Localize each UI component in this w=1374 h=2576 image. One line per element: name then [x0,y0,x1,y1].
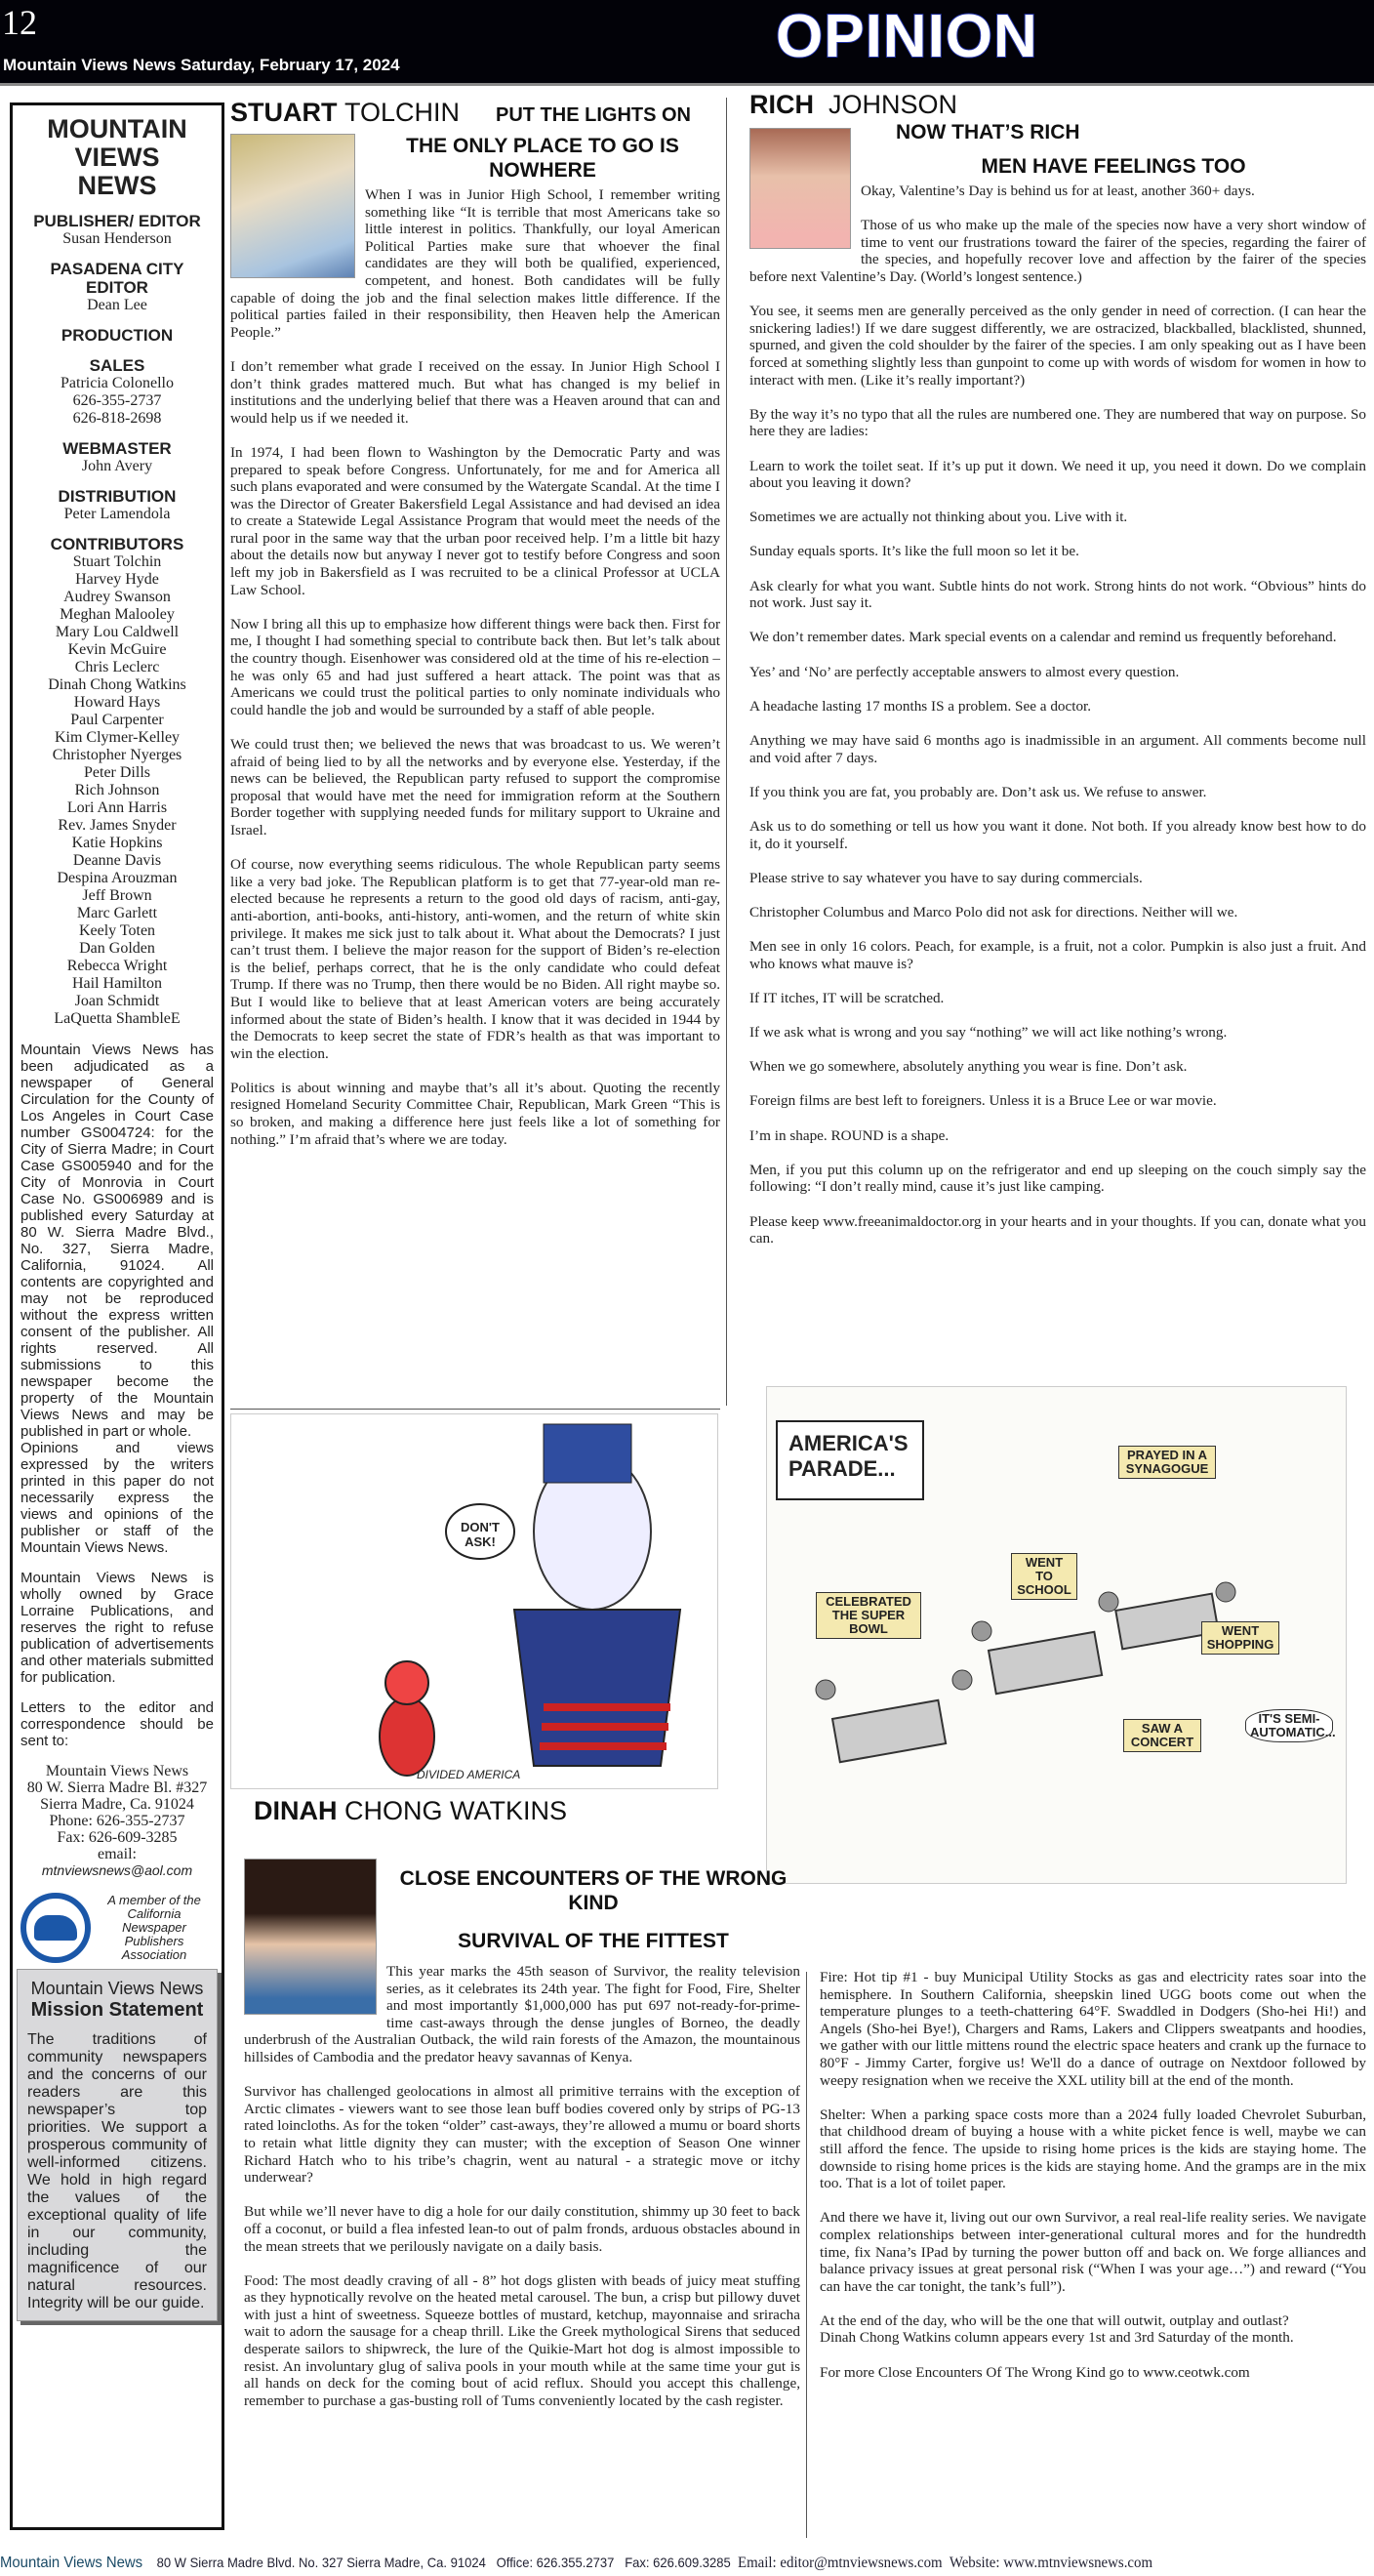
article-paragraph: Christopher Columbus and Marco Polo did not ask for directions. Neither will we. [749,903,1238,920]
staff-name: John Avery [81,458,153,474]
staff-role: WEBMASTER [62,439,172,458]
page-footer [0,2555,1277,2576]
contributor-name: Peter Dills [84,764,150,781]
headline: MEN HAVE FEELINGS TOO [981,155,1246,178]
cartoon-title: AMERICA'S PARADE... [788,1431,909,1481]
contributor-name: Jeff Brown [82,887,152,904]
speech-bubble: DON'T ASK! [461,1520,500,1549]
cartoon-label: WENT TO SCHOOL [1011,1553,1077,1600]
contributor-name: Dan Golden [79,940,155,957]
address-line: email: [98,1846,137,1862]
section-divider [230,1409,720,1410]
article-paragraph: Politics is about winning and maybe that’s all it’s about. Quoting the recently resigned Homeland Security Committee Chair, Republican, Mark Green “This is so broken, and making a difference here just feels like a lot of something for nothing.” I’m afraid that’s where we are today. [230,1079,720,1148]
footer-office: Office: 626.355.2737 [496,2555,615,2570]
rich-johnson-column [749,90,1366,1264]
article-body [230,186,720,1148]
ownership-notice: Mountain Views News is wholly owned by Grace Lorraine Publications, and reserves the right to refuse publication of advertisements and other materials submitted for publication. [20,1570,214,1686]
contributor-name: Chris Leclerc [74,659,160,675]
headline: SURVIVAL OF THE FITTEST [458,1930,729,1952]
article-paragraph: At the end of the day, who will be the one that will outwit, outplay and outlast? [820,2311,1289,2329]
article-paragraph: If IT itches, IT will be scratched. [749,989,945,1006]
article-paragraph: This year marks the 45th season of Survivor, the reality television series, as it celebrates its 24th year. The fight for Food, Fire, Shelter and most importantly $1,000,000 has put 697 not-ready-for-prime-time cast-aways through the dense jungles of Borneo, the deadly underbrush of the Australian Outback, the wild rain forests of the Amazon, the mountainous hillsides of Cambodia and the predator heavy savannas of Kenya. [244,1963,800,2065]
article-body-right [820,1969,1366,2398]
membership-text: A member of the California Newspaper Publishers Association [107,1893,201,1962]
headline-series: NOW THAT’S RICH [896,121,1080,143]
column-divider [726,98,727,1406]
staff-name: Peter Lamendola [63,506,171,522]
staff-list [20,212,214,523]
headline-series: PUT THE LIGHTS ON [496,104,691,126]
address-line: Phone: 626-355-2737 [49,1813,185,1829]
staff-role: PASADENA CITY EDITOR [50,260,184,297]
page-number: 12 [2,3,37,42]
address-line: Sierra Madre, Ca. 91024 [40,1796,194,1813]
contributor-name: Audrey Swanson [63,589,171,605]
cartoon-label: WENT SHOPPING [1201,1621,1279,1655]
staff-name: 626-355-2737 [72,392,162,409]
article-paragraph: By the way it’s no typo that all the rules are numbered one. They are numbered that way on purpose. So here they are ladies: [749,405,1366,440]
dateline: Mountain Views News Saturday, February 17, 2024 [3,56,400,74]
staff-name: 626-818-2698 [72,410,162,427]
contributor-name: Rebecca Wright [66,958,168,974]
letters-notice: Letters to the editor and correspondence should be sent to: [20,1699,214,1749]
author-photo [230,134,355,278]
article-paragraph: If you think you are fat, you probably are. Don’t ask us. We refuse to answer. [749,783,1207,800]
footer-website[interactable]: Website: www.mtnviewsnews.com [949,2555,1153,2571]
author-photo [244,1859,377,2015]
opinions-disclaimer: Opinions and views expressed by the writers printed in this paper do not necessarily express the views and opinions of the publisher or staff of the Mountain Views News. [20,1440,214,1556]
article-paragraph: Okay, Valentine’s Day is behind us for at least, another 360+ days. [861,183,1255,199]
address-line: Fax: 626-609-3285 [57,1829,178,1846]
contributors-list [20,553,214,1028]
contributor-name: Harvey Hyde [75,571,159,588]
staff-role: PUBLISHER/ EDITOR [33,212,201,230]
article-paragraph: Anything we may have said 6 months ago is inadmissible in an argument. All comments become null and void after 7 days. [749,732,1366,766]
contributor-name: Despina Arouzman [57,870,178,886]
article-paragraph: Sometimes we are actually not thinking about you. Live with it. [749,509,1128,526]
stuart-tolchin-column [230,98,720,1165]
mission-org: Mountain Views News [30,1979,204,1998]
footer-email[interactable]: Email: editor@mtnviewsnews.com [738,2555,943,2571]
article-paragraph: In 1974, I had been flown to Washington by the Democratic Party and was prepared to speak before Congress. Unfortunately, for me and for America all such plans evaporated and were consumed by the Watergate Scandal. At the time I was the Director of Greater Bakersfield Legal Assistance and had devised an idea to create a Statewide Legal Assistance Program that would meet the needs of the rural poor in the same way that the urban poor received help. I’m a little bit hazy about the details now but anyway I never got to testify before Congress and soon left my job in Bakersfield as I was recruited to be a clinical Professor at UCLA Law School. [230,443,720,598]
staff-role: DISTRIBUTION [58,487,177,506]
article-paragraph: Food: The most deadly craving of all - 8” hot dogs glisten with beads of juicy meat stuffing as they hypnotically revolve on the heated metal carousel. The bun, a crisp but pillowy duvet with just a hint of sweetness. Squeeze bottles of mustard, ketchup, mayonnaise and sriracha wait to adorn the sausage for a cheap thrill. Like the Greek mythological Sirens that seduced desperate sailors to shipwreck, the lure of the Quikie-Mart hot dog is almost impossible to resist. An involuntary glug of saliva pools in your mouth while at the same time your gut is all hands on deck for the coming bout of acid reflux. Should you accept this challenge, remember to purchase a gas-busting roll of Tums conveniently located by the cash register. [244,2271,800,2409]
article-paragraph: Please strive to say whatever you have to say during commercials. [749,869,1143,886]
cartoon-drawing [231,1414,719,1790]
contributor-name: Hail Hamilton [72,975,162,992]
footer-name: Mountain Views News [0,2555,143,2571]
page-header [0,0,1374,86]
address-line: 80 W. Sierra Madre Bl. #327 [26,1779,208,1796]
contributor-name: Rich Johnson [74,782,160,798]
contributor-name: Rev. James Snyder [58,817,177,834]
author-photo [749,128,851,249]
article-paragraph: We could trust then; we believed the news that was broadcast to us. We weren’t afraid of being lied to by all the networks and by everyone else. Yesterday, if the news can be believed, the Republican party refused to support the compromise proposal that would have met the need for immigration reform at the Southern Border together with supplying needed funds for military support to Ukraine and Israel. [230,736,720,838]
footer-fax: Fax: 626.609.3285 [625,2555,731,2570]
article-paragraph: Shelter: When a parking space costs more than a 2024 fully loaded Chevrolet Suburban, that childhood dream of buying a house with a white picket fence is well, maybe we can still afford the fence. The upside to rising home prices is the kids are staying home. The downside to rising home prices is the kids are staying home. And the gramps are in the mix too. That is a lot of toilet paper. [820,2106,1366,2192]
article-paragraph: Those of us who make up the male of the species now have a very short window of time to vent our frustrations toward the fairer of the species, regarding the fairer of the species, and hopefully recover love and affection by the fairer of the species before next Valentine’s Day. (World’s longest sentence.) [749,217,1366,285]
article-paragraph: I’m in shape. ROUND is a shape. [749,1126,950,1144]
masthead-line: VIEWS [74,143,160,172]
contributor-name: Kevin McGuire [67,641,167,658]
article-paragraph: Men, if you put this column up on the refrigerator and end up sleeping on the couch simply say the following: “I don’t really mind, cause it’s just like camping. [749,1161,1366,1196]
staff-name: Patricia Colonello [61,375,174,391]
headline-series: CLOSE ENCOUNTERS OF THE WRONG KIND [399,1867,788,1914]
contributor-name: Meghan Malooley [60,606,175,623]
staff-role: SALES [89,356,145,375]
article-paragraph: You see, it seems men are generally perceived as the only gender in need of correction. (I can hear the snickering ladies!) If we dare suggest differently, we are ostracized, blackballed, blacklisted, shunned, spurned, and given the cold shoulder by the fairer of the species. I am only speaking out as I have been forced at something slightly less than gunpoint to come up with words of wisdom for women in how to interact with men. (Like it’s really important?) [749,303,1366,388]
legal-notice: Mountain Views News has been adjudicated as a newspaper of General Circulation for the County of Los Angeles in Court Case number GS004724: for the City of Sierra Madre; in Court Case GS005940 and for the City of Monrovia in Court Case No. GS006989 and is published every Saturday at 80 W. Sierra Madre Blvd., No. 327, Sierra Madre, California, 91024. All contents are copyrighted and may not be reproduced without the express written consent of the publisher. All rights reserved. All submissions to this newspaper become the property of the Mountain Views News and may be published in part or whole. [20,1042,214,1440]
author-byline: STUART TOLCHIN [230,98,461,127]
article-paragraph: And there we have it, living out our own Survivor, a real real-life reality series. We navigate complex relationships between inter-generational cultural mores and for the hundredth time, fix Nana’s IPad by turning the power button off and back on. We forge alliances and balance privacy issues at great personal risk (“When I was your age…”) and reward (“You can have the car tonight, the tank’s full”). [820,2209,1366,2295]
contributor-name: Howard Hays [73,694,161,711]
contributor-name: Katie Hopkins [71,835,163,851]
article-paragraph: A headache lasting 17 months IS a problem. See a doctor. [749,697,1092,715]
masthead-title [20,115,214,200]
article-paragraph: When we go somewhere, absolutely anything you wear is fine. Don’t ask. [749,1058,1188,1076]
staff-name: Dean Lee [87,297,147,313]
contributor-name: Kim Clymer-Kelley [54,729,181,746]
section-title: OPINION [776,3,1038,70]
cartoon-label: PRAYED IN A SYNAGOGUE [1118,1446,1216,1479]
article-paragraph: Now I bring all this up to emphasize how different things were back then. First for me, I thought I had something special to contribute back then. But let’s talk about the country though. Eisenhower was considered old at the time of his re-election – he was only 65 and had just suffered a heart attack. The point was that as Americans we could trust the political parties to only nominate individuals who could handle the job and would be surrounded by a staff of able people. [230,615,720,718]
mission-text: The traditions of community newspapers and the concerns of our readers are this newspaper’s top priorities. We support a prosperous community of well-informed citizens. We hold in high regard the values of the exceptional quality of life in our community, including the magnificence of our natural resources. Integrity will be our guide. [27,2031,207,2311]
article-paragraph: When I was in Junior High School, I remember writing something like “It is terrible that most Americans take so little interest in politics. Thankfully, our loyal American Political Parties make sure that whoever the final candidates are they will both be qualified, experienced, competent, and honest. Both candidates will be fully capable of doing the job and the final selection makes little difference. If the political parties failed in their responsibility, then Heaven help the American People.” [230,186,720,341]
masthead-sidebar [10,102,224,2530]
article-paragraph: Fire: Hot tip #1 - buy Municipal Utility Stocks as gas and electricity rates soar into the hemisphere. In Southern California, sheepskin lined UGG boots come out when the temperature plunges to a teeth-chattering 64°F. Swaddled in Dodgers (Sho-hei Hi!) and Angels (Sho-hei Bye!), Chargers and Rams, Lakers and Clippers sweatpants and hoodies, we gather with our little mittens round the electric space heaters and crank up the furnace to 80°F - Jimmy Carter, forgive us! We'll do a dance of outrage on Nextdoor followed by weepy resignation when we receive the XXL utility bill at the end of the month. [820,1969,1366,2089]
mission-statement-box [17,1969,218,2321]
article-paragraph: Foreign films are best left to foreigners. Unless it is a Bruce Lee or war movie. [749,1092,1217,1110]
cnpa-membership [20,1893,214,1963]
contributor-name: Stuart Tolchin [72,553,162,570]
author-byline: DINAH CHONG WATKINS [254,1796,568,1825]
contributor-name: Lori Ann Harris [66,799,168,816]
editorial-cartoon-divided-america [230,1413,718,1789]
article-paragraph: For more Close Encounters Of The Wrong Kind go to www.ceotwk.com [820,2363,1250,2381]
article-paragraph: Dinah Chong Watkins column appears every 1st and 3rd Saturday of the month. [820,2329,1294,2347]
address-line: Mountain Views News [45,1763,189,1779]
contributor-name: Christopher Nyerges [52,747,182,763]
article-paragraph: Ask clearly for what you want. Subtle hints do not work. Strong hints do not work. “Obvious” hints do not work. Just say it. [749,577,1366,612]
article-paragraph: Please keep www.freeanimaldoctor.org in your hearts and in your thoughts. If you can, donate what you can. [749,1212,1366,1247]
contributor-name: Paul Carpenter [70,712,164,728]
contributor-name: Joan Schmidt [74,993,160,1009]
cartoon-label: CELEBRATED THE SUPER BOWL [816,1592,921,1639]
contributor-name: Keely Toten [78,922,156,939]
staff-role: PRODUCTION [61,326,174,345]
contributors-heading: CONTRIBUTORS [50,535,184,553]
article-paragraph: Ask us to do something or tell us how you want it done. Not both. If you already know best how to do it, do it yourself. [749,817,1366,852]
article-paragraph: We don’t remember dates. Mark special events on a calendar and remind us frequently beforehand. [749,629,1337,646]
article-paragraph: I don’t remember what grade I received on the essay. In Junior High School I don’t think grades mattered much. But what has changed is my belief in institutions and the underlying belief that there was a Heaven around that can and would help us if we needed it. [230,357,720,427]
footer-address: 80 W Sierra Madre Blvd. No. 327 Sierra Madre, Ca. 91024 [156,2555,486,2570]
staff-name: Susan Henderson [62,230,172,247]
article-paragraph: But while we’ll never have to dig a hole for our daily constitution, shimmy up 30 feet to back off a coconut, or build a flea infested lean-to out of palm fronds, arduous obstacles abound in the mean streets that we perilously navigate on a daily basis. [244,2203,800,2255]
article-body-left [244,1963,800,2409]
headline: THE ONLY PLACE TO GO IS NOWHERE [406,135,679,182]
masthead-line: MOUNTAIN [47,114,187,143]
contributor-name: Marc Garlett [76,905,158,921]
dinah-chong-watkins-column [244,1796,1366,2409]
contributor-name: Deanne Davis [72,852,162,869]
mission-title: Mission Statement [30,1999,204,2021]
column-divider [806,1972,807,2538]
article-paragraph: Yes’ and ‘No’ are perfectly acceptable answers to almost every question. [749,663,1180,680]
contributor-name: LaQuetta ShambleE [54,1010,181,1027]
article-paragraph: Of course, now everything seems ridiculous. The whole Republican party seems like a very bad joke. The Republican platform is to get that 77-year-old man re-elected because he represents a return to the good old days of racism, anti-gay, anti-abortion, anti-books, anti-history, anti-women, and the return of white skin privilege. It makes me sick just to talk about it. What about the Democrats? I just can’t trust them. I believe the major reason for the support of Biden’s re-election is the belief, perhaps correct, that he is the only candidate who could defeat Trump. If there was no Trump, then there would be no Biden. All right maybe so. But I would like to believe that at least American voters are being accurately informed about the state of Biden’s health. I know that it was decided in 1944 by the Democrats to keep secret the state of FDR’s health as that was important to win the election. [230,856,720,1062]
cartoon-label: SAW A CONCERT [1123,1719,1201,1752]
contributor-name: Mary Lou Caldwell [55,624,180,640]
article-paragraph: Survivor has challenged geolocations in almost all primitive terrains with the exception of Arctic climates - viewers want to see those lean buff bodies covered only by strips of PG-13 rated loincloths. As for the token “older” cast-aways, they’re allowed a mumu or board shorts to retain what little dignity they can muster; with the exception of Season One winner Richard Hatch who to his tribe’s chagrin, went au natural - a strategic move or itchy underwear? [244,2083,800,2187]
masthead-line: NEWS [77,171,157,200]
author-byline: RICH JOHNSON [749,90,958,119]
article-body [749,183,1366,1247]
email-link[interactable]: mtnviewsnews@aol.com [41,1862,193,1878]
cartoon-label: IT'S SEMI-AUTOMATIC... [1245,1709,1333,1742]
cnpa-bear-logo-icon [20,1893,91,1963]
article-paragraph: Sunday equals sports. It’s like the full moon so let it be. [749,543,1079,560]
article-paragraph: Learn to work the toilet seat. If it’s up put it down. We need it up, you need it down. Do we complain about you leaving it down? [749,457,1366,492]
cartoon-caption: DIVIDED AMERICA [417,1768,521,1781]
article-paragraph: Men see in only 16 colors. Peach, for example, is a fruit, not a color. Pumpkin is also just a fruit. And who knows what mauve is? [749,938,1366,972]
contributor-name: Dinah Chong Watkins [48,676,186,693]
mailing-address [20,1763,214,1879]
article-paragraph: If we ask what is wrong and you say “nothing” we will act like nothing’s wrong. [749,1024,1228,1042]
